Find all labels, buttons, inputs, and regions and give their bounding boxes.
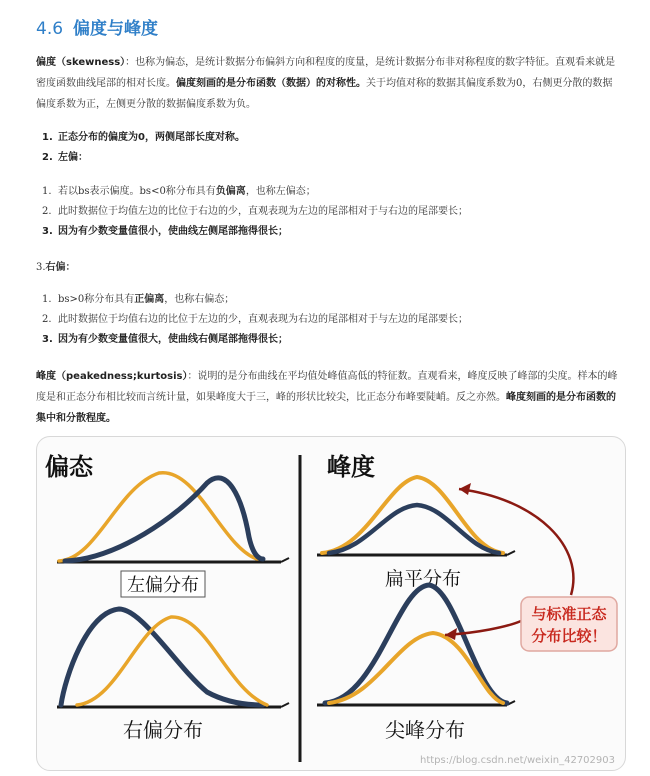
skew-title: 偏态	[45, 453, 93, 481]
list-item: 2. 此时数据位于均值右边的比位于左边的少，直观表现为右边的尾部相对于与左边的尾部要长；	[42, 314, 468, 325]
caption-platykurtic: 扁平分布	[384, 568, 462, 590]
list-item: 1. bs>0称分布具有正偏离，也称右偏态；	[42, 294, 235, 305]
skew-kurtosis-figure	[36, 436, 626, 771]
right-skew-panel	[57, 609, 289, 742]
axis-tick	[507, 551, 515, 555]
figure-svg	[37, 437, 625, 770]
skewness-text-1: ：也称为偏态，是统计数据分布偏斜方向和程度的度量，是统计数据分布非对称程度的数字特征。直观看来就是密度函数曲线尾部的相对长度。	[36, 57, 616, 89]
kurtosis-text-1: ：说明的是分布曲线在平均值处峰值高低的特征数。直观看来，峰度反映了峰部的尖度。样本的峰度是和正态分布相比较而言统计量，如果峰度大于三，峰的形状比较尖，比正态分布峰要陡峭。反之亦然。	[36, 371, 618, 403]
arrow-head	[459, 483, 471, 495]
caption-right-skew: 右偏分布	[123, 718, 203, 742]
kurtosis-paragraph	[36, 366, 622, 429]
list-item: 3. 因为有少数变量值很大，使曲线右侧尾部拖得很长；	[42, 334, 288, 345]
caption-leptokurtic: 尖峰分布	[385, 718, 465, 742]
list-item: 1. 正态分布的偏度为0，两侧尾部长度对称。	[42, 132, 245, 143]
right-skew-list	[42, 290, 622, 350]
list-item: 1. 若以bs表示偏度。bs<0称分布具有负偏离，也称左偏态；	[42, 186, 316, 197]
left-skew-list	[42, 182, 622, 242]
right-skew-label: 3.右偏：	[36, 262, 76, 273]
axis-tick	[281, 558, 289, 562]
caption-left-skew: 左偏分布	[127, 575, 199, 596]
section-title: 偏度与峰度	[72, 19, 158, 39]
kurtosis-title: 峰度	[327, 453, 375, 481]
list-item: 2. 左偏：	[42, 152, 88, 163]
right-skewed-curve	[61, 609, 263, 705]
section-number: 4.6	[36, 19, 64, 39]
left-skew-panel	[57, 473, 289, 597]
kurtosis-bold-statement: 峰度刻画的是分布函数的集中和分散程度。	[36, 392, 616, 424]
callout-line-2: 分布比较！	[531, 627, 607, 645]
kurtosis-term: 峰度（peakedness;kurtosis）	[36, 371, 188, 382]
callout-line-1: 与标准正态	[531, 605, 607, 623]
flat-curve	[329, 505, 499, 553]
list-item: 2. 此时数据位于均值左边的比位于右边的少，直观表现为左边的尾部相对于与右边的尾部要长；	[42, 206, 468, 217]
normal-curve	[59, 473, 257, 561]
skewness-term: 偏度（skewness）	[36, 57, 126, 68]
normal-curve	[77, 617, 267, 705]
main-list	[42, 128, 622, 168]
leptokurtic-panel	[317, 585, 515, 742]
skewness-paragraph	[36, 52, 622, 115]
list-item: 3. 因为有少数变量值很小，使曲线左侧尾部拖得很长；	[42, 226, 288, 237]
left-skewed-curve	[65, 478, 263, 561]
axis-tick	[281, 703, 289, 707]
watermark: https://blog.csdn.net/weixin_42702903	[419, 755, 615, 766]
section-heading	[36, 14, 158, 39]
skewness-text-2: 关于均值对称的数据其偏度系数为0，右侧更分散的数据偏度系数为正，左侧更分散的数据偏度系数为负。	[36, 78, 613, 110]
peaked-curve	[325, 585, 507, 703]
skewness-bold-statement: 偏度刻画的是分布函数（数据）的对称性。	[176, 78, 366, 89]
